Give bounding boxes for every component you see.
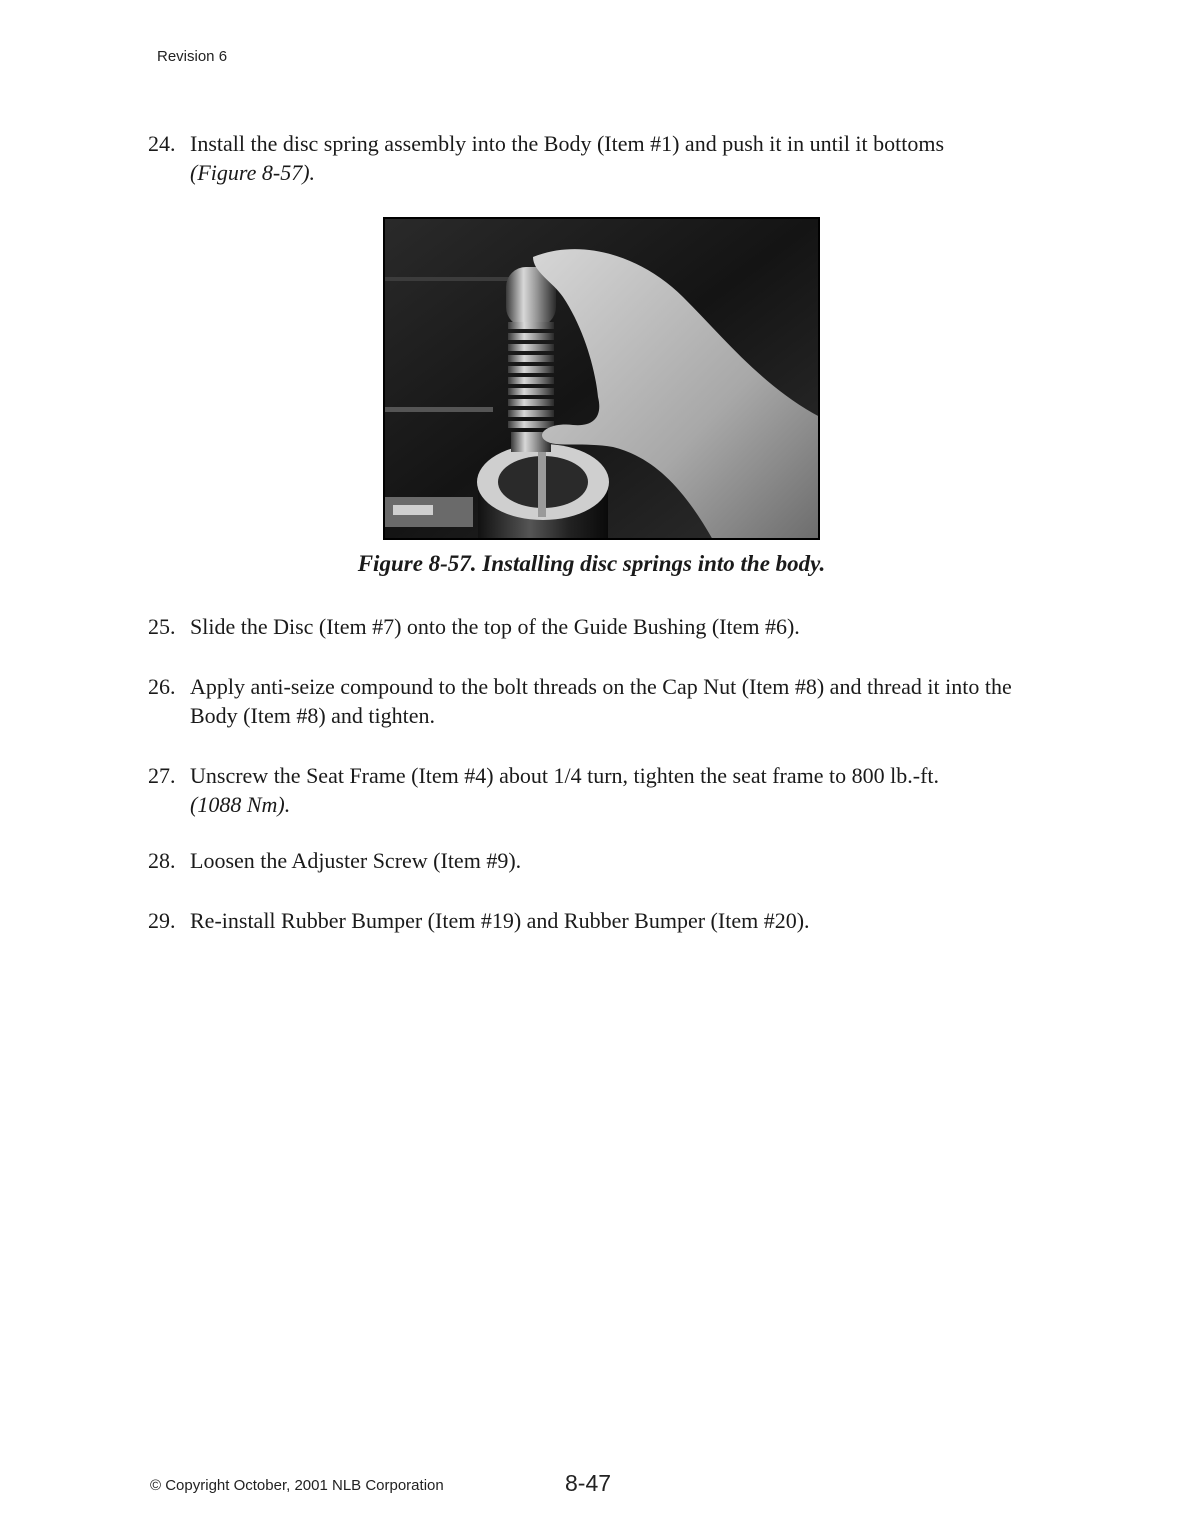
step-body: Unscrew the Seat Frame (Item #4) about 1/4 turn, tighten the seat frame to 800 lb.-ft.: [190, 763, 940, 788]
step-25: [148, 612, 1048, 641]
step-text: Slide the Disc (Item #7) onto the top of the Guide Bushing (Item #6).: [190, 614, 800, 639]
page-number: 8-47: [565, 1470, 612, 1496]
step-28: [148, 846, 1048, 875]
step-26: [148, 672, 1048, 730]
step-number: 26.: [148, 674, 176, 699]
step-number: 25.: [148, 614, 176, 639]
step-number: 28.: [148, 848, 176, 873]
step-text: Re-install Rubber Bumper (Item #19) and Rubber Bumper (Item #20).: [190, 908, 810, 933]
copyright-notice: © Copyright October, 2001 NLB Corporation: [150, 1477, 444, 1494]
step-number: 27.: [148, 763, 176, 788]
step-number: 29.: [148, 908, 176, 933]
figure-photo: [383, 217, 820, 540]
figure-caption: Figure 8-57. Installing disc springs into the body.: [357, 551, 826, 576]
step-number: 24.: [148, 131, 176, 156]
step-text: [190, 129, 1048, 187]
step-note: (1088 Nm).: [190, 792, 291, 817]
revision-label: Revision 6: [157, 48, 228, 65]
disc-spring-photo: [383, 217, 820, 540]
step-body: Install the disc spring assembly into the Body (Item #1) and push it in until it bottoms: [190, 131, 945, 156]
step-27: [148, 761, 1048, 819]
step-text: Loosen the Adjuster Screw (Item #9).: [190, 848, 522, 873]
step-24: [148, 129, 1048, 187]
step-29: [148, 906, 1048, 935]
step-text: [190, 761, 1048, 819]
step-note: (Figure 8-57).: [190, 160, 316, 185]
step-text: Apply anti-seize compound to the bolt threads on the Cap Nut (Item #8) and thread it into the Body (Item #8) and tighten.: [190, 674, 1012, 728]
